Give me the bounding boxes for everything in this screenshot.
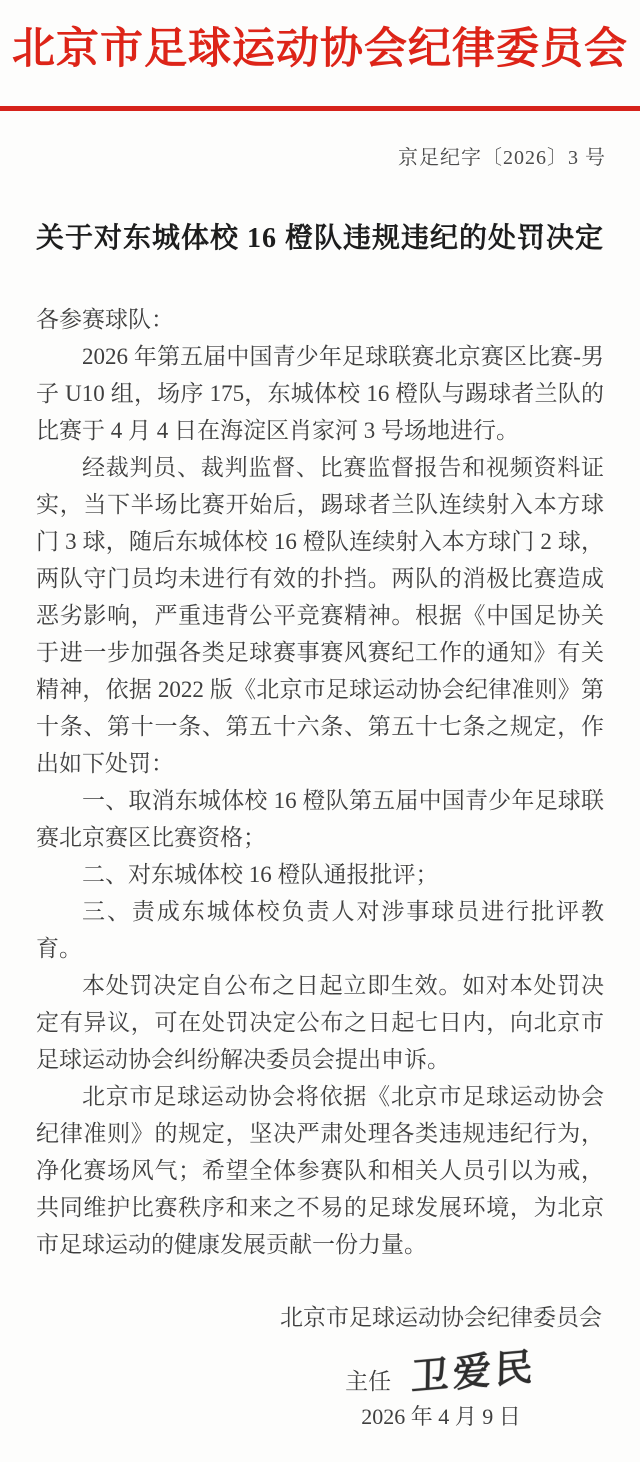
signer-line — [280, 1341, 602, 1400]
signature-date: 2026 年 4 月 9 日 — [361, 1404, 521, 1430]
body-paragraph: 2026 年第五届中国青少年足球联赛北京赛区比赛-男子 U10 组，场序 175，东城体校 16 橙队与踢球者兰队的比赛于 4 月 4 日在海淀区肖家河 3 号场地进行。 — [36, 344, 604, 443]
bottom-margin — [0, 1432, 640, 1462]
body-paragraph: 二、对东城体校 16 橙队通报批评； — [82, 862, 439, 887]
letterhead-org-name: 北京市足球运动协会纪律委员会 — [12, 26, 628, 73]
signature-org-name: 北京市足球运动协会纪律委员会 — [280, 1305, 602, 1330]
signature-block — [0, 1303, 602, 1432]
body-paragraph: 三、责成东城体校负责人对涉事球员进行批评教育。 — [36, 899, 604, 961]
document-number: 京足纪字〔2026〕3 号 — [398, 147, 606, 169]
document-body — [36, 301, 604, 1263]
letterhead-divider-rule — [0, 106, 640, 111]
body-paragraph: 本处罚决定自公布之日起立即生效。如对本处罚决定有异议，可在处罚决定公布之日起七日内，向北京市足球运动协会纠纷解决委员会提出申诉。 — [36, 973, 604, 1072]
handwritten-signature: 卫爱民 — [410, 1346, 537, 1400]
signature-inner — [280, 1303, 602, 1432]
signer-role-label: 主任 — [345, 1369, 392, 1395]
salutation: 各参赛球队： — [36, 307, 174, 332]
body-paragraph: 北京市足球运动协会将依据《北京市足球运动协会纪律准则》的规定，坚决严肃处理各类违规违纪行为，净化赛场风气；希望全体参赛队和相关人员引以为戒，共同维护比赛秩序和来之不易的足球发展环境，为北京市足球运动的健康发展贡献一份力量。 — [36, 1084, 604, 1257]
document-title: 关于对东城体校 16 橙队违规违纪的处罚决定 — [35, 223, 604, 254]
body-paragraph: 经裁判员、裁判监督、比赛监督报告和视频资料证实，当下半场比赛开始后，踢球者兰队连续射入本方球门 3 球，随后东城体校 16 橙队连续射入本方球门 2 球，两队守门员均未进行有效的扑挡。两队的消极比赛造成恶劣影响，严重违背公平竞赛精神。根据《中国足协关于进一步加强各类足球赛事赛风赛纪工作的通知》有关精神，依据 2022 版《北京市足球运动协会纪律准则》第十条、第十一条、第五十六条、第五十七条之规定，作出如下处罚： — [36, 455, 604, 776]
body-paragraph: 一、取消东城体校 16 橙队第五届中国青少年足球联赛北京赛区比赛资格； — [36, 788, 604, 850]
